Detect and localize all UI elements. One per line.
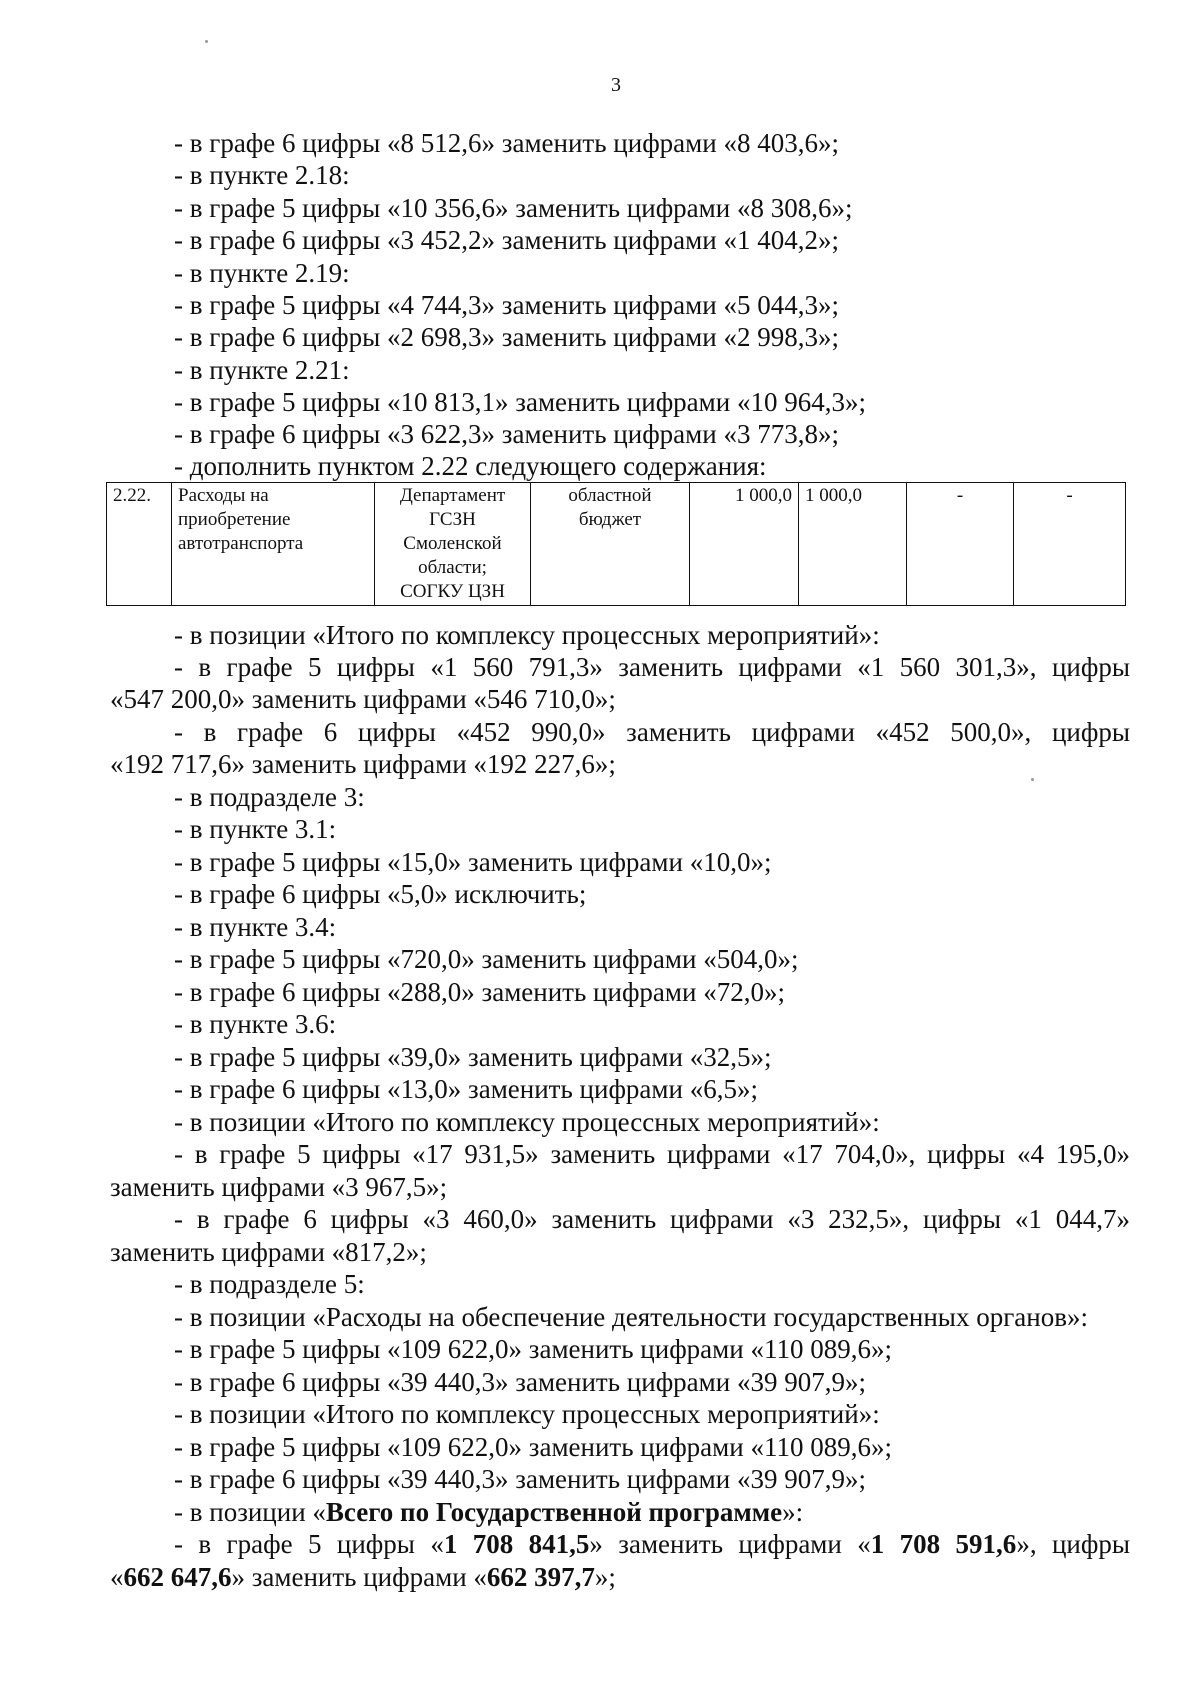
text-line: - в пункте 2.21: bbox=[174, 355, 350, 385]
cell-col7: - bbox=[907, 483, 1014, 606]
text-line: - в графе 5 цифры «109 622,0» заменить цифрами «110 089,6»; bbox=[174, 1432, 892, 1462]
cell-col6: 1 000,0 bbox=[799, 483, 907, 606]
cell-col5: 1 000,0 bbox=[690, 483, 799, 606]
text-line: - в графе 6 цифры «3 622,3» заменить цифрами «3 773,8»; bbox=[174, 419, 839, 449]
text-line: - в пункте 2.19: bbox=[174, 258, 350, 288]
page-number: 3 bbox=[611, 74, 621, 96]
table-row bbox=[107, 483, 1126, 606]
text-line: - в графе 5 цифры «10 356,6» заменить цифрами «8 308,6»; bbox=[174, 193, 853, 223]
cell-name: Расходы на приобретение автотранспорта bbox=[172, 483, 375, 606]
text-line: - в графе 5 цифры «4 744,3» заменить цифрами «5 044,3»; bbox=[174, 290, 839, 320]
paragraph-line: - в графе 5 цифры «1 708 841,5» заменить цифрами «1 708 591,6», цифры bbox=[174, 1529, 1130, 1559]
text-line: - в графе 5 цифры «39,0» заменить цифрами «32,5»; bbox=[174, 1042, 772, 1072]
text-line: - в графе 6 цифры «288,0» заменить цифрами «72,0»; bbox=[174, 977, 785, 1007]
text-line: - в графе 6 цифры «3 452,2» заменить цифрами «1 404,2»; bbox=[174, 225, 839, 255]
text-line: - в пункте 3.1: bbox=[174, 814, 337, 844]
text-line: - в графе 5 цифры «109 622,0» заменить цифрами «110 089,6»; bbox=[174, 1334, 892, 1364]
paragraph-line: - в графе 5 цифры «1 560 791,3» заменить цифрами «1 560 301,3», цифры bbox=[174, 652, 1130, 682]
text-line: - дополнить пунктом 2.22 следующего содержания: bbox=[174, 451, 767, 481]
text-line: - в пункте 2.18: bbox=[174, 160, 350, 190]
cell-col8: - bbox=[1014, 483, 1126, 606]
text-line: - в графе 6 цифры «13,0» заменить цифрами «6,5»; bbox=[174, 1074, 758, 1104]
paragraph-line: заменить цифрами «817,2»; bbox=[110, 1237, 427, 1267]
paragraph-line: - в графе 5 цифры «17 931,5» заменить цифрами «17 704,0», цифры «4 195,0» bbox=[174, 1139, 1130, 1169]
text-line: - в пункте 3.4: bbox=[174, 912, 337, 942]
paragraph-line: «547 200,0» заменить цифрами «546 710,0»; bbox=[110, 684, 616, 714]
text-line: - в графе 5 цифры «15,0» заменить цифрами «10,0»; bbox=[174, 847, 772, 877]
text-line: - в графе 6 цифры «2 698,3» заменить цифрами «2 998,3»; bbox=[174, 322, 839, 352]
cell-source: областной бюджет bbox=[531, 483, 690, 606]
text-line: - в графе 6 цифры «39 440,3» заменить цифрами «39 907,9»; bbox=[174, 1367, 866, 1397]
text-line: - в позиции «Итого по комплексу процессных мероприятий»: bbox=[174, 620, 880, 650]
text-line: - в графе 6 цифры «5,0» исключить; bbox=[174, 879, 587, 909]
text-line: - в подразделе 3: bbox=[174, 782, 365, 812]
paragraph-line: - в графе 6 цифры «452 990,0» заменить цифрами «452 500,0», цифры bbox=[174, 717, 1130, 747]
paragraph-line: - в графе 6 цифры «3 460,0» заменить цифрами «3 232,5», цифры «1 044,7» bbox=[174, 1204, 1130, 1234]
scan-speck bbox=[1031, 778, 1034, 781]
text-line-vsego: - в позиции «Всего по Государственной программе»: bbox=[174, 1497, 804, 1527]
paragraph-line: «662 647,6» заменить цифрами «662 397,7»; bbox=[110, 1562, 616, 1592]
text-line: - в подразделе 5: bbox=[174, 1269, 365, 1299]
text-line: - в позиции «Итого по комплексу процессных мероприятий»: bbox=[174, 1107, 880, 1137]
paragraph-line: заменить цифрами «3 967,5»; bbox=[110, 1172, 448, 1202]
cell-executor: Департамент ГСЗН Смоленской области; СОГКУ ЦЗН bbox=[375, 483, 531, 606]
text-line: - в графе 6 цифры «39 440,3» заменить цифрами «39 907,9»; bbox=[174, 1464, 866, 1494]
scan-speck bbox=[205, 40, 208, 43]
text-line: - в графе 5 цифры «720,0» заменить цифрами «504,0»; bbox=[174, 944, 799, 974]
text-line: - в пункте 3.6: bbox=[174, 1009, 337, 1039]
paragraph-line: «192 717,6» заменить цифрами «192 227,6»; bbox=[110, 749, 616, 779]
text-line: - в графе 5 цифры «10 813,1» заменить цифрами «10 964,3»; bbox=[174, 387, 866, 417]
text-line: - в позиции «Итого по комплексу процессных мероприятий»: bbox=[174, 1399, 880, 1429]
text-line: - в графе 6 цифры «8 512,6» заменить цифрами «8 403,6»; bbox=[174, 128, 839, 158]
cell-number: 2.22. bbox=[107, 483, 172, 606]
inserted-table-row bbox=[106, 482, 1126, 606]
text-line: - в позиции «Расходы на обеспечение деятельности государственных органов»: bbox=[174, 1302, 1088, 1332]
